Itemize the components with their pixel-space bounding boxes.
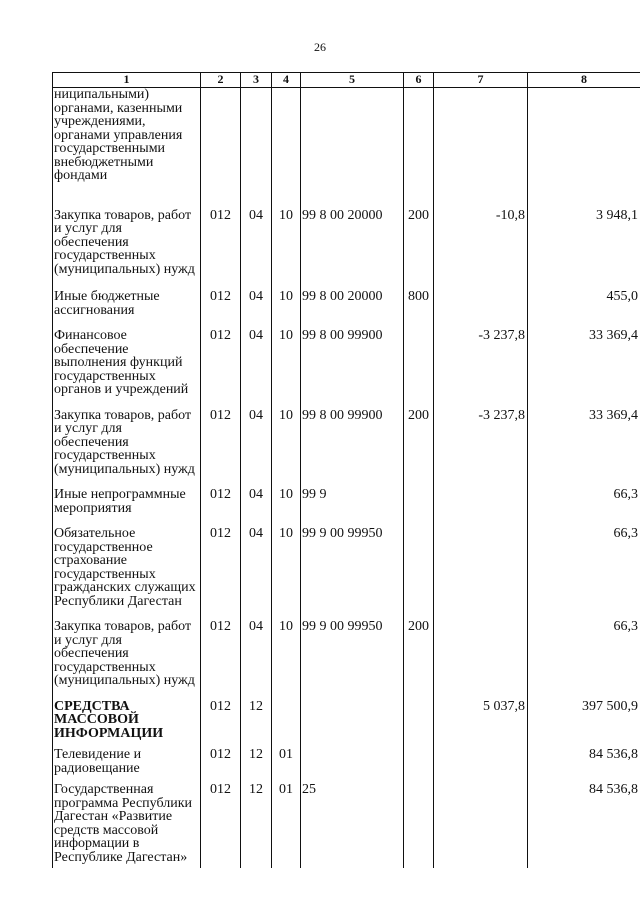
total-amount-cell: [528, 88, 640, 183]
page-number: 26: [314, 40, 326, 54]
table-row: [53, 409, 640, 477]
total-amount-cell: 397 500,9: [528, 700, 640, 741]
spacer-cell: [53, 276, 201, 290]
row-name-cell: Иные бюджетные ассигнования: [53, 290, 201, 317]
section-code-cell: 04: [241, 409, 272, 477]
expense-type-cell: [404, 748, 434, 775]
spacer-cell: [528, 276, 640, 290]
spacer-cell: [528, 688, 640, 700]
row-name-cell: СРЕДСТВА МАССОВОЙ ИНФОРМАЦИИ: [53, 700, 201, 741]
row-name-cell: ниципальными) органами, казенными учреждениями, органами управления государственными внебюджетными фондами: [53, 88, 201, 183]
spacer-cell: [301, 276, 404, 290]
target-article-cell: [301, 748, 404, 775]
subsection-code-cell: [272, 88, 301, 183]
subsection-code-cell: 10: [272, 329, 301, 397]
row-name-cell: Телевидение и радиовещание: [53, 748, 201, 775]
expense-type-cell: 200: [404, 620, 434, 688]
row-name-cell: Закупка товаров, работ и услуг для обеспечения государственных (муниципальных) нужд: [53, 409, 201, 477]
target-article-cell: 25: [301, 783, 404, 864]
section-code-cell: 04: [241, 329, 272, 397]
section-code-cell: 12: [241, 783, 272, 864]
expense-type-cell: 800: [404, 290, 434, 317]
spacer-cell: [434, 775, 528, 783]
table-row: [53, 783, 640, 864]
spacer-cell: [434, 476, 528, 488]
ved-code-cell: 012: [201, 329, 241, 397]
spacer-cell: [53, 183, 201, 209]
spacer-cell: [301, 740, 404, 748]
spacer-cell: [404, 397, 434, 409]
spacer-cell: [301, 688, 404, 700]
header-col-5: 5: [301, 73, 404, 88]
spacer-cell: [528, 397, 640, 409]
total-amount-cell: 66,3: [528, 488, 640, 515]
spacer-cell: [434, 276, 528, 290]
row-spacer: [53, 688, 640, 700]
header-col-1: 1: [53, 73, 201, 88]
expense-type-cell: [404, 700, 434, 741]
expense-type-cell: 200: [404, 409, 434, 477]
header-col-4: 4: [272, 73, 301, 88]
spacer-cell: [434, 740, 528, 748]
target-article-cell: [301, 88, 404, 183]
header-col-2: 2: [201, 73, 241, 88]
row-spacer: [53, 183, 640, 209]
table-row: [53, 488, 640, 515]
section-code-cell: 04: [241, 488, 272, 515]
spacer-cell: [201, 864, 241, 868]
ved-code-cell: 012: [201, 290, 241, 317]
subsection-code-cell: 10: [272, 527, 301, 608]
spacer-cell: [53, 397, 201, 409]
ved-code-cell: 012: [201, 409, 241, 477]
spacer-cell: [301, 183, 404, 209]
target-article-cell: 99 8 00 20000: [301, 209, 404, 277]
subsection-code-cell: 10: [272, 620, 301, 688]
total-amount-cell: 455,0: [528, 290, 640, 317]
expense-type-cell: [404, 88, 434, 183]
change-amount-cell: [434, 748, 528, 775]
target-article-cell: 99 8 00 99900: [301, 329, 404, 397]
spacer-cell: [434, 183, 528, 209]
section-code-cell: 04: [241, 290, 272, 317]
header-col-3: 3: [241, 73, 272, 88]
table-row: [53, 620, 640, 688]
expense-type-cell: 200: [404, 209, 434, 277]
spacer-cell: [404, 515, 434, 527]
change-amount-cell: -3 237,8: [434, 409, 528, 477]
spacer-cell: [201, 688, 241, 700]
spacer-cell: [404, 740, 434, 748]
row-name-cell: Закупка товаров, работ и услуг для обеспечения государственных (муниципальных) нужд: [53, 209, 201, 277]
header-col-6: 6: [404, 73, 434, 88]
table-row: [53, 209, 640, 277]
change-amount-cell: 5 037,8: [434, 700, 528, 741]
ved-code-cell: [201, 88, 241, 183]
change-amount-cell: [434, 527, 528, 608]
change-amount-cell: [434, 290, 528, 317]
spacer-cell: [241, 688, 272, 700]
change-amount-cell: [434, 783, 528, 864]
spacer-cell: [53, 864, 201, 868]
spacer-cell: [241, 397, 272, 409]
section-code-cell: 04: [241, 209, 272, 277]
change-amount-cell: [434, 620, 528, 688]
ved-code-cell: 012: [201, 783, 241, 864]
spacer-cell: [404, 864, 434, 868]
change-amount-cell: -3 237,8: [434, 329, 528, 397]
subsection-code-cell: 10: [272, 209, 301, 277]
spacer-cell: [404, 688, 434, 700]
spacer-cell: [528, 864, 640, 868]
spacer-cell: [272, 276, 301, 290]
table-row: [53, 527, 640, 608]
spacer-cell: [434, 608, 528, 620]
subsection-code-cell: 01: [272, 783, 301, 864]
ved-code-cell: 012: [201, 700, 241, 741]
table-row: [53, 748, 640, 775]
table-header-row: [53, 73, 640, 88]
change-amount-cell: [434, 488, 528, 515]
spacer-cell: [241, 864, 272, 868]
target-article-cell: 99 8 00 20000: [301, 290, 404, 317]
spacer-cell: [272, 183, 301, 209]
total-amount-cell: 66,3: [528, 527, 640, 608]
spacer-cell: [301, 864, 404, 868]
spacer-cell: [404, 183, 434, 209]
spacer-cell: [201, 276, 241, 290]
spacer-cell: [241, 183, 272, 209]
row-name-cell: Государственная программа Республики Дагестан «Развитие средств массовой информации в Республике Дагестан»: [53, 783, 201, 864]
target-article-cell: 99 9 00 99950: [301, 620, 404, 688]
expense-type-cell: [404, 488, 434, 515]
spacer-cell: [272, 688, 301, 700]
spacer-cell: [404, 317, 434, 329]
header-col-8: 8: [528, 73, 640, 88]
total-amount-cell: 3 948,1: [528, 209, 640, 277]
spacer-cell: [404, 775, 434, 783]
total-amount-cell: 84 536,8: [528, 783, 640, 864]
spacer-cell: [272, 864, 301, 868]
total-amount-cell: 84 536,8: [528, 748, 640, 775]
total-amount-cell: 66,3: [528, 620, 640, 688]
section-code-cell: 12: [241, 748, 272, 775]
row-name-cell: Обязательное государственное страхование государственных гражданских служащих Республики Дагестан: [53, 527, 201, 608]
spacer-cell: [404, 276, 434, 290]
total-amount-cell: 33 369,4: [528, 409, 640, 477]
target-article-cell: 99 8 00 99900: [301, 409, 404, 477]
header-col-7: 7: [434, 73, 528, 88]
section-code-cell: 04: [241, 527, 272, 608]
target-article-cell: [301, 700, 404, 741]
spacer-cell: [434, 397, 528, 409]
spacer-cell: [404, 476, 434, 488]
target-article-cell: 99 9 00 99950: [301, 527, 404, 608]
budget-table: [52, 72, 640, 868]
expense-type-cell: [404, 783, 434, 864]
change-amount-cell: -10,8: [434, 209, 528, 277]
section-code-cell: 12: [241, 700, 272, 741]
spacer-cell: [301, 397, 404, 409]
spacer-cell: [434, 515, 528, 527]
spacer-cell: [434, 864, 528, 868]
row-name-cell: Закупка товаров, работ и услуг для обеспечения государственных (муниципальных) нужд: [53, 620, 201, 688]
target-article-cell: 99 9: [301, 488, 404, 515]
table-row: [53, 329, 640, 397]
ved-code-cell: 012: [201, 748, 241, 775]
section-code-cell: [241, 88, 272, 183]
table-row: [53, 700, 640, 741]
row-name-cell: Финансовое обеспечение выполнения функций государственных органов и учреждений: [53, 329, 201, 397]
table-row: [53, 290, 640, 317]
subsection-code-cell: [272, 700, 301, 741]
section-code-cell: 04: [241, 620, 272, 688]
expense-type-cell: [404, 527, 434, 608]
spacer-cell: [201, 397, 241, 409]
total-amount-cell: 33 369,4: [528, 329, 640, 397]
table-body: [53, 88, 640, 869]
row-spacer: [53, 397, 640, 409]
subsection-code-cell: 10: [272, 409, 301, 477]
spacer-cell: [53, 688, 201, 700]
table-row: [53, 88, 640, 183]
ved-code-cell: 012: [201, 209, 241, 277]
spacer-cell: [201, 183, 241, 209]
spacer-cell: [434, 688, 528, 700]
row-spacer: [53, 276, 640, 290]
ved-code-cell: 012: [201, 527, 241, 608]
row-name-cell: Иные непрограммные мероприятия: [53, 488, 201, 515]
ved-code-cell: 012: [201, 620, 241, 688]
spacer-cell: [241, 276, 272, 290]
expense-type-cell: [404, 329, 434, 397]
subsection-code-cell: 01: [272, 748, 301, 775]
spacer-cell: [272, 397, 301, 409]
row-spacer: [53, 864, 640, 868]
subsection-code-cell: 10: [272, 290, 301, 317]
change-amount-cell: [434, 88, 528, 183]
ved-code-cell: 012: [201, 488, 241, 515]
subsection-code-cell: 10: [272, 488, 301, 515]
spacer-cell: [528, 183, 640, 209]
